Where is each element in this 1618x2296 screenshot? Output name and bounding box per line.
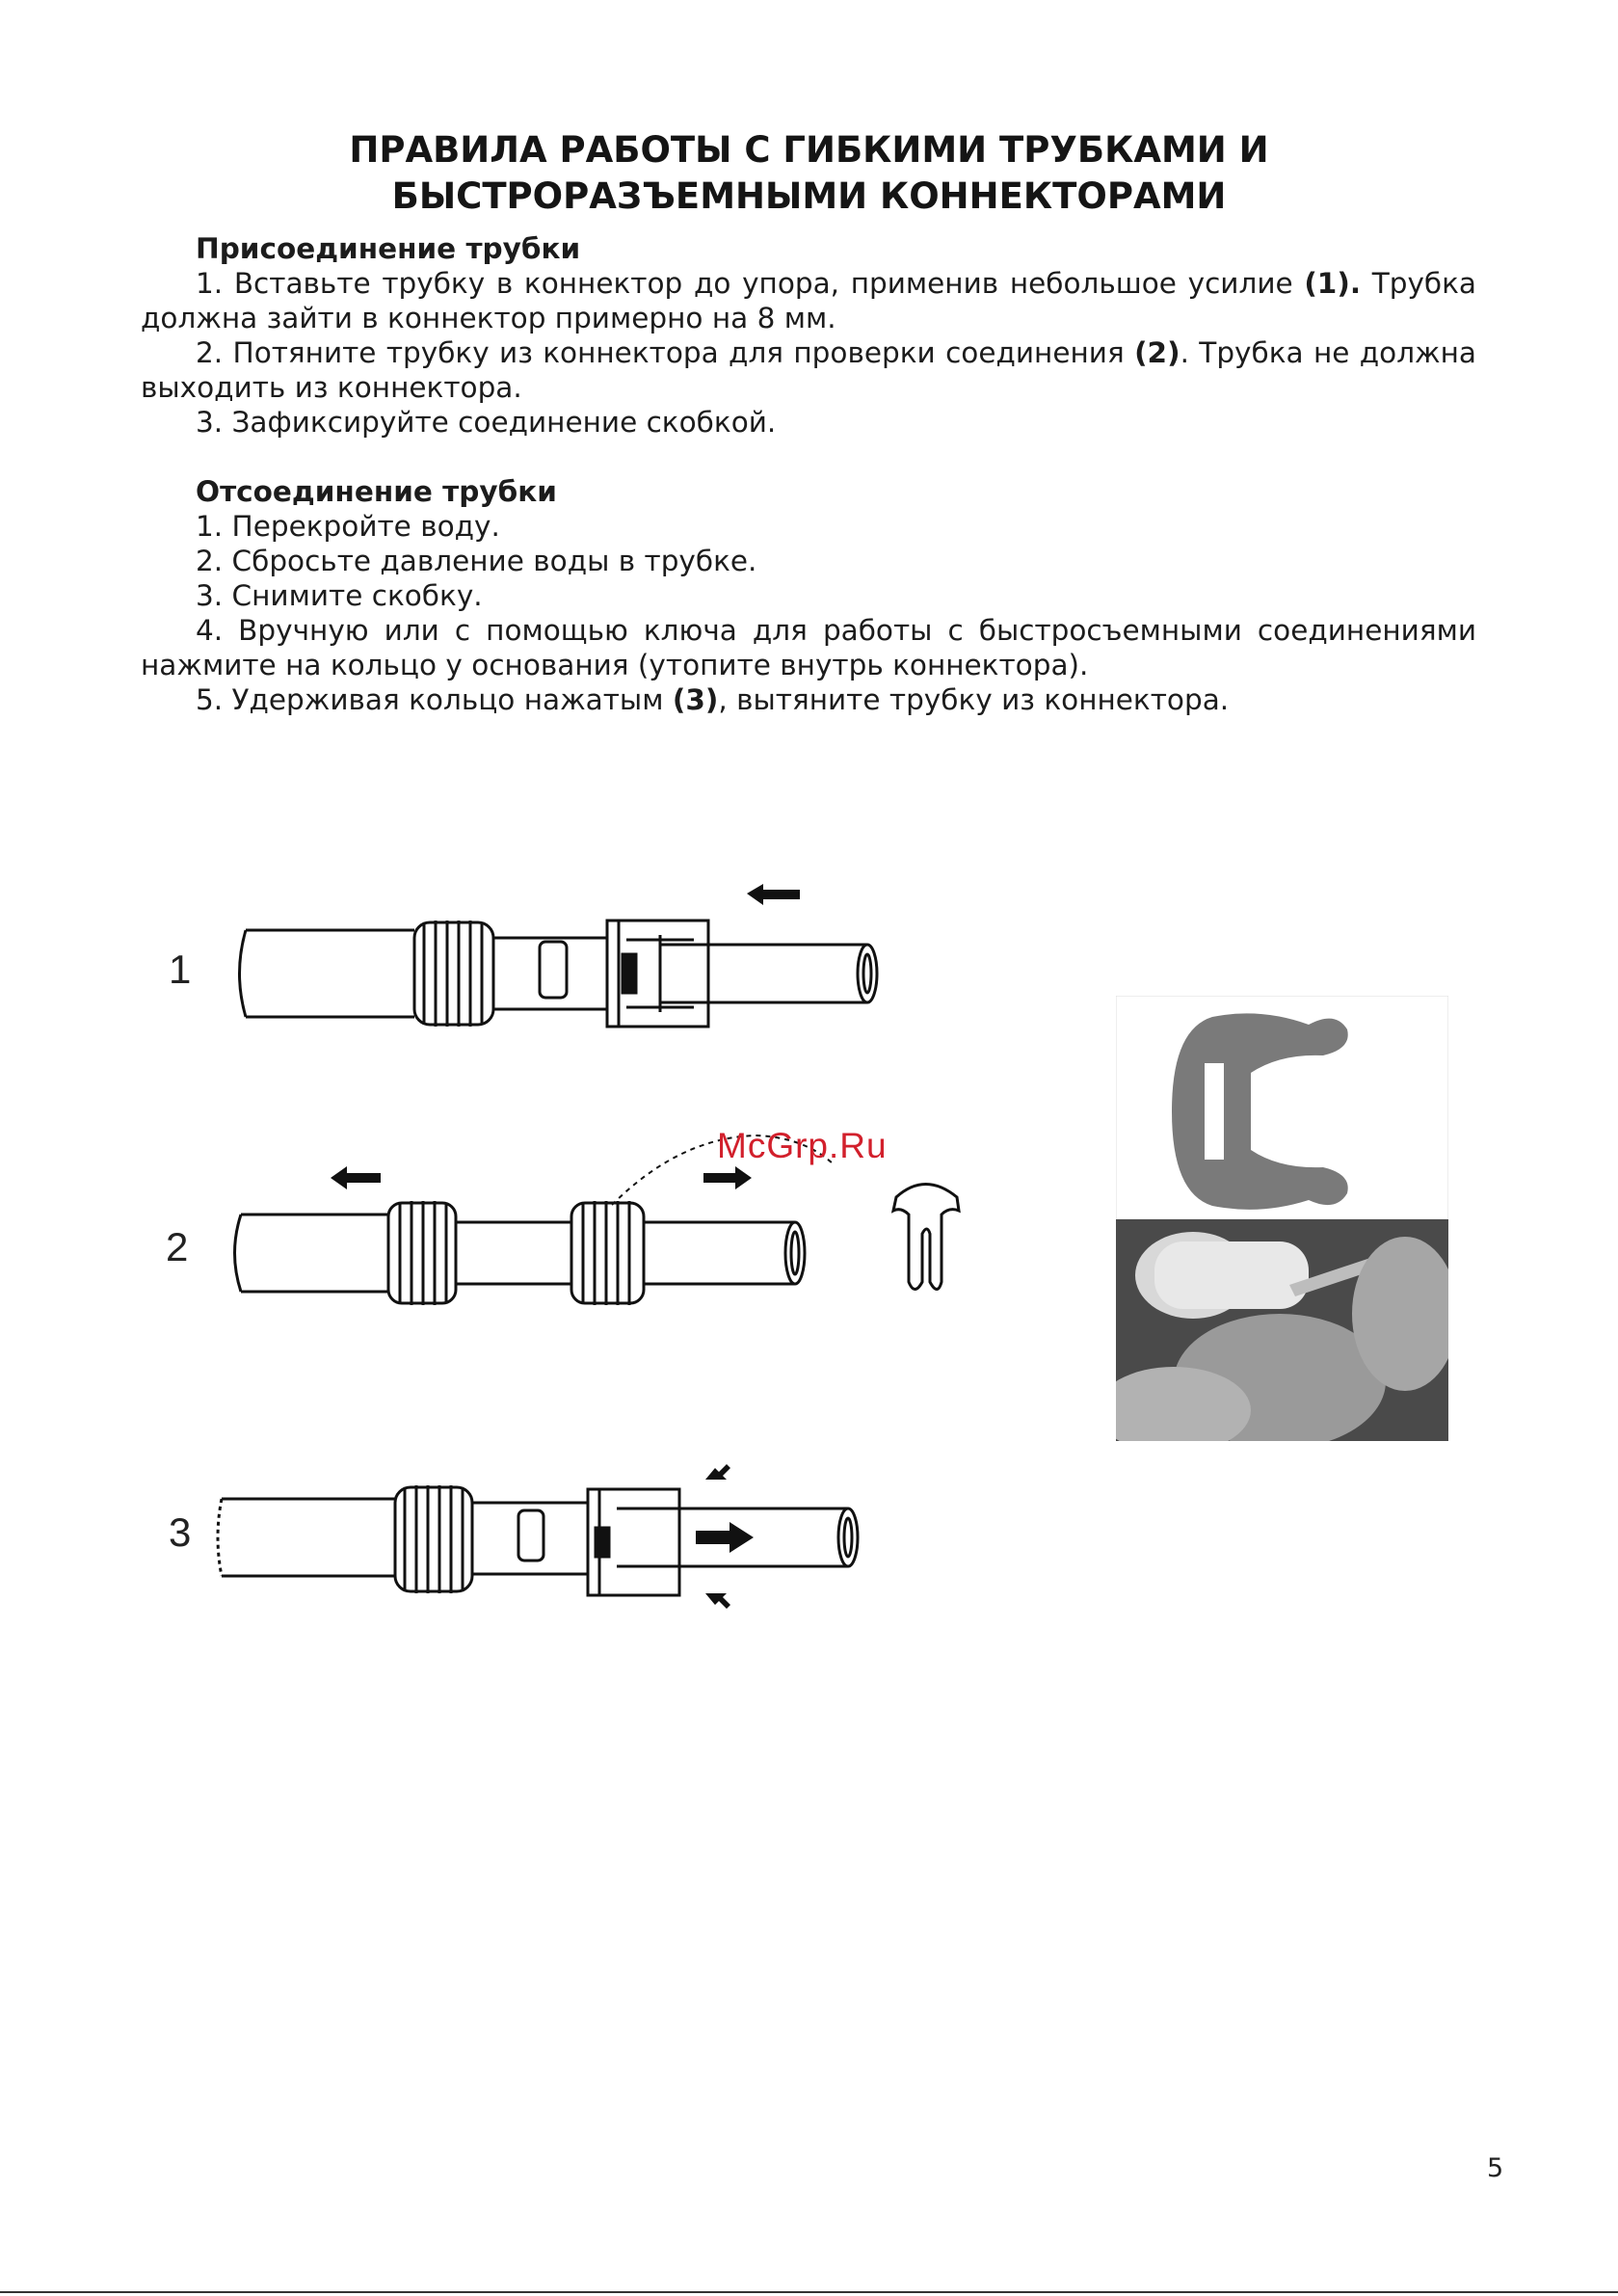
page-title [0, 127, 1618, 220]
clip-photo [1116, 996, 1448, 1441]
figure-ref-3: (3) [672, 683, 719, 716]
figure-label-1: 1 [169, 947, 192, 992]
step-text: 1. Вставьте трубку в коннектор до упора, применив небольшое усилие [196, 267, 1305, 300]
arrow-left-icon [331, 1166, 381, 1189]
arrow-right-icon [696, 1522, 754, 1553]
disconnect-section [141, 474, 1476, 717]
connect-heading: Присоединение трубки [196, 232, 581, 265]
title-line-2: БЫСТРОРАЗЪЕМНЫМИ КОННЕКТОРАМИ [391, 175, 1227, 217]
figure-label-3: 3 [169, 1509, 192, 1555]
step-text: 5. Удерживая кольцо нажатым [196, 683, 673, 716]
connect-step-3: 3. Зафиксируйте соединение скобкой. [196, 406, 777, 439]
disconnect-step-3: 3. Снимите скобку. [196, 579, 483, 612]
disconnect-step-2: 2. Сбросьте давление воды в трубке. [196, 545, 757, 577]
disconnect-step-1: 1. Перекройте воду. [196, 510, 500, 543]
step-text: 2. Потяните трубку из коннектора для проверки соединения [196, 336, 1135, 369]
figure-ref-1: (1). [1304, 267, 1362, 300]
step-text: . Трубка не должна выходить из коннектора. [141, 336, 1476, 404]
connect-step-2 [141, 335, 1476, 405]
bottom-rule [0, 2291, 1618, 2293]
figure-3-disconnect-tube [212, 1460, 867, 1615]
figure-1-insert-tube [222, 882, 896, 1051]
arrow-left-icon [747, 884, 800, 905]
connect-step-1 [141, 266, 1476, 335]
title-line-1: ПРАВИЛА РАБОТЫ С ГИБКИМИ ТРУБКАМИ И [349, 129, 1269, 171]
step-text: Трубка должна зайти в коннектор примерно на 8 мм. [141, 267, 1476, 334]
arrow-right-icon [703, 1166, 752, 1189]
figure-ref-2: (2) [1134, 336, 1180, 369]
disconnect-step-4: 4. Вручную или с помощью ключа для работы с быстросъемными соединениями нажмите на кольцо у основания (утопите внутрь коннектора). [141, 614, 1476, 681]
step-text: , вытяните трубку из коннектора. [718, 683, 1230, 716]
figure-2-check-connection [217, 1118, 1017, 1325]
page-number: 5 [1487, 2153, 1504, 2183]
figure-label-2: 2 [166, 1224, 189, 1269]
watermark: McGrp.Ru [717, 1126, 888, 1165]
disconnect-step-5 [141, 682, 1476, 717]
connect-section [141, 231, 1476, 440]
disconnect-heading: Отсоединение трубки [196, 475, 557, 508]
